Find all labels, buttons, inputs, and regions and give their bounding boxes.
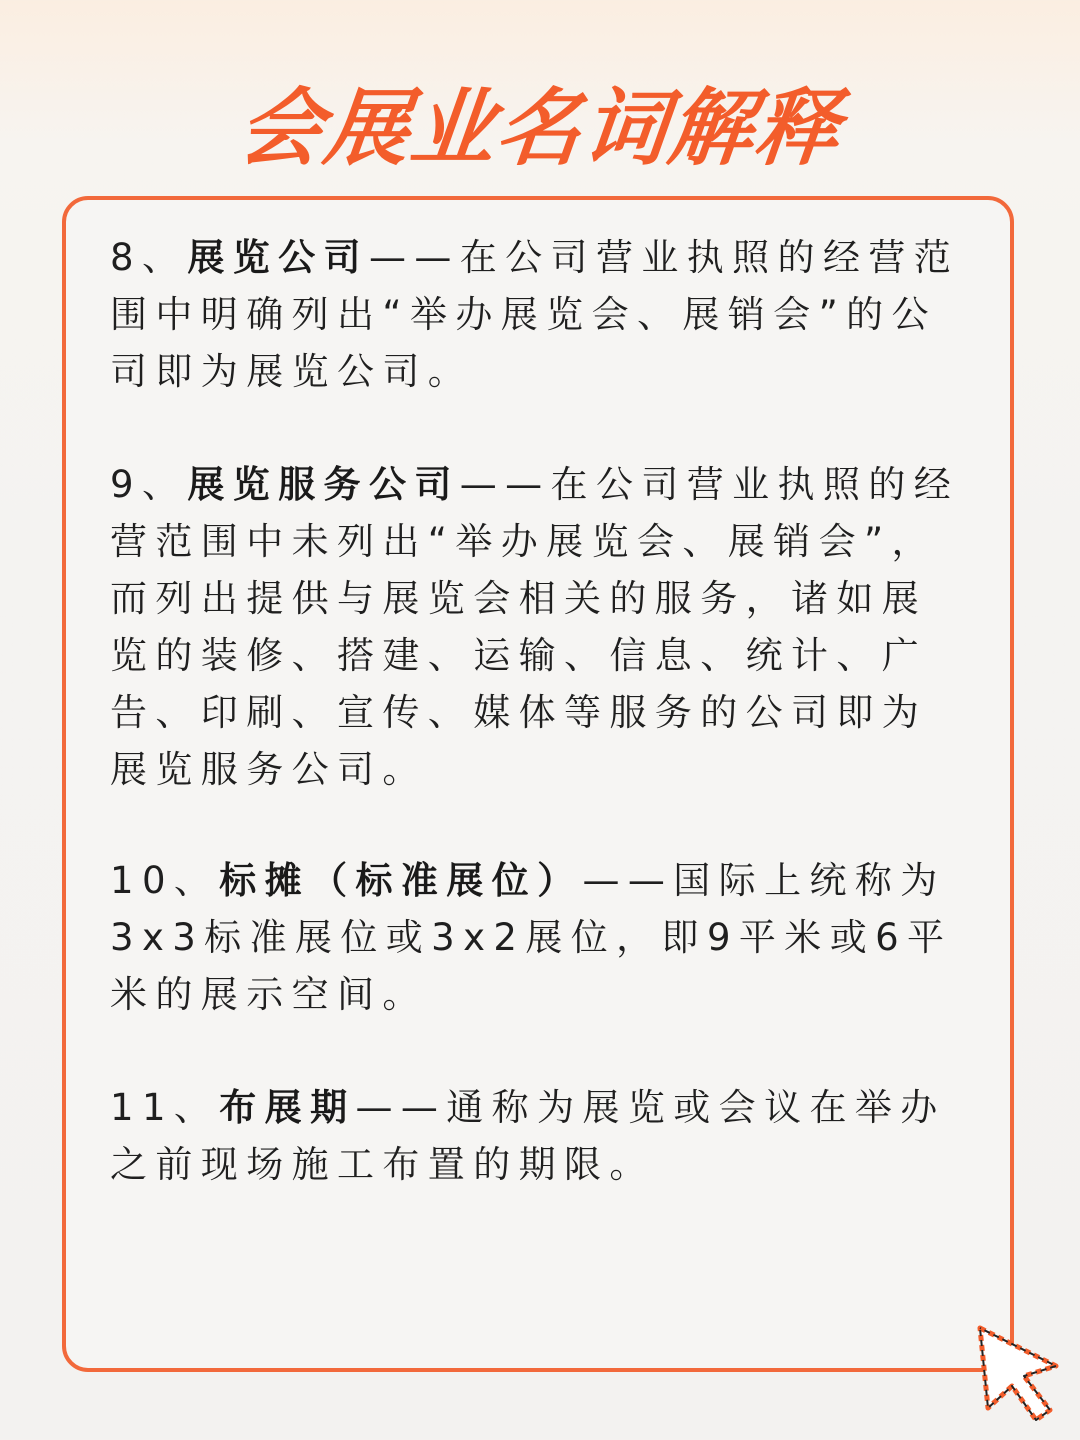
entry-description: ——通称为展览或会议在举办之前现场施工布置的期限。 [110, 1086, 946, 1186]
entry-term: 标摊（标准展位） [219, 859, 583, 902]
entry-description: ——国际上统称为3x3标准展位或3x2展位，即9平米或6平米的展示空间。 [110, 859, 953, 1016]
entry-setup-period [110, 1079, 970, 1193]
pointer-arrow-icon [972, 1320, 1068, 1424]
entry-number: 9、 [110, 463, 188, 506]
entry-number: 10、 [110, 859, 220, 902]
entry-exhibition-service-company [110, 456, 970, 798]
entry-standard-booth [110, 852, 970, 1023]
page-title: 会展业名词解释 [233, 79, 847, 177]
entry-exhibition-company [110, 229, 970, 400]
entry-number: 8、 [110, 236, 188, 279]
entry-number: 11、 [110, 1086, 220, 1129]
entry-term: 展览服务公司 [187, 463, 460, 506]
entry-term: 展览公司 [187, 236, 369, 279]
entry-term: 布展期 [219, 1086, 356, 1129]
entry-description: ——在公司营业执照的经营范围中明确列出“举办展览会、展销会”的公司即为展览公司。 [110, 236, 960, 393]
entry-description: ——在公司营业执照的经营范围中未列出“举办展览会、展销会”，而列出提供与展览会相关的服务，诸如展览的装修、搭建、运输、信息、统计、广告、印刷、宣传、媒体等服务的公司即为展览服务公司。 [110, 463, 960, 791]
